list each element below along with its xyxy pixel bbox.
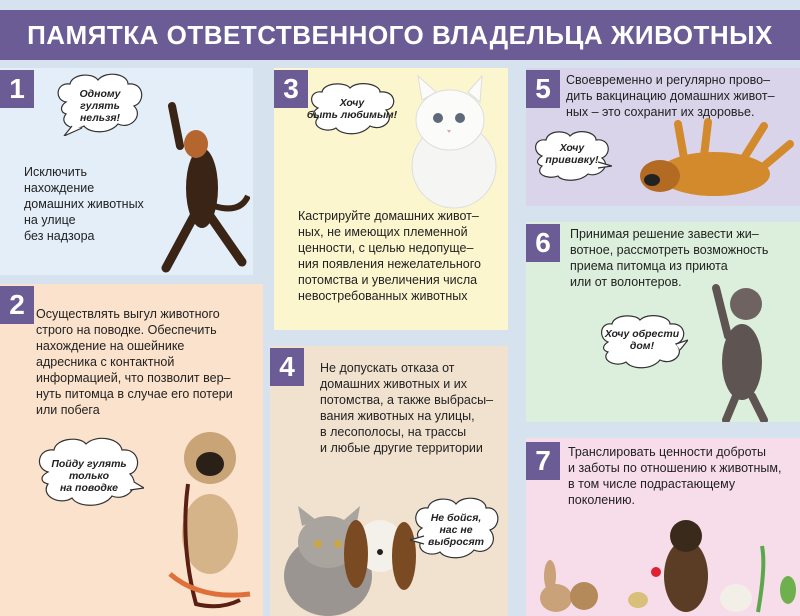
panel-number: 7 [526, 442, 560, 480]
dog-begging-icon [698, 280, 788, 422]
speech-bubble: Пойду гулять только на поводке [34, 436, 144, 512]
speech-bubble: Хочу обрести дом! [596, 314, 688, 372]
panel-number: 1 [0, 70, 34, 108]
panel-2 [0, 284, 263, 616]
speech-bubble: Не бойся, нас не выбросят [410, 496, 502, 564]
panel-number: 5 [526, 70, 560, 108]
panel-text: Не допускать отказа от домашних животных и их потомства, а также выбрасы– вания животных на улицы, в лесополосы, на трассы и любые другие территории [320, 361, 494, 455]
panel-text: Кастрируйте домашних живот– ных, не имеющих племенной ценности, с целью недопуще– ния появления нежелательного потомства и увеличения числа невостребованных животных [298, 209, 481, 303]
panel-3 [274, 68, 508, 330]
panel-text: Исключить нахождение домашних животных на улице без надзора [24, 165, 144, 243]
white-kitten-icon [404, 70, 504, 210]
panel-text: Осуществлять выгул животного строго на поводке. Обеспечить нахождение на ошейнике адресника с контактной информацией, что позволит вер– нуть питомца в случае его потери или побега [36, 307, 233, 417]
panel-text: Своевременно и регулярно прово– дить вакцинацию домашних живот– ных – это сохранит их здоровье. [566, 73, 775, 119]
panel-number: 6 [526, 224, 560, 262]
panel-number: 2 [0, 286, 34, 324]
kitten-and-puppy-icon [276, 486, 426, 616]
speech-bubble: Одному гулять нельзя! [52, 72, 148, 136]
dog-lying-icon [634, 118, 794, 204]
page-title: ПАМЯТКА ОТВЕТСТВЕННОГО ВЛАДЕЛЬЦА ЖИВОТНЫХ [0, 10, 800, 60]
panel-6 [526, 222, 800, 422]
speech-bubble: Хочу прививку! [532, 130, 612, 184]
panel-number: 3 [274, 70, 308, 108]
panel-text: Транслировать ценности доброты и заботы по отношению к животным, в том числе подрастающему поколению. [568, 445, 782, 507]
panel-7 [526, 438, 800, 616]
pug-with-leash-icon [140, 424, 260, 614]
panel-text: Принимая решение завести жи– вотное, рассмотреть возможность приема питомца из приюта или от волонтеров. [570, 227, 769, 289]
panel-4 [270, 346, 508, 616]
panel-5 [526, 68, 800, 206]
panel-number: 4 [270, 348, 304, 386]
dog-standing-icon [150, 96, 250, 275]
panel-1 [0, 68, 253, 275]
animals-group-icon [526, 506, 800, 616]
speech-bubble: Хочу быть любимым! [306, 82, 398, 138]
